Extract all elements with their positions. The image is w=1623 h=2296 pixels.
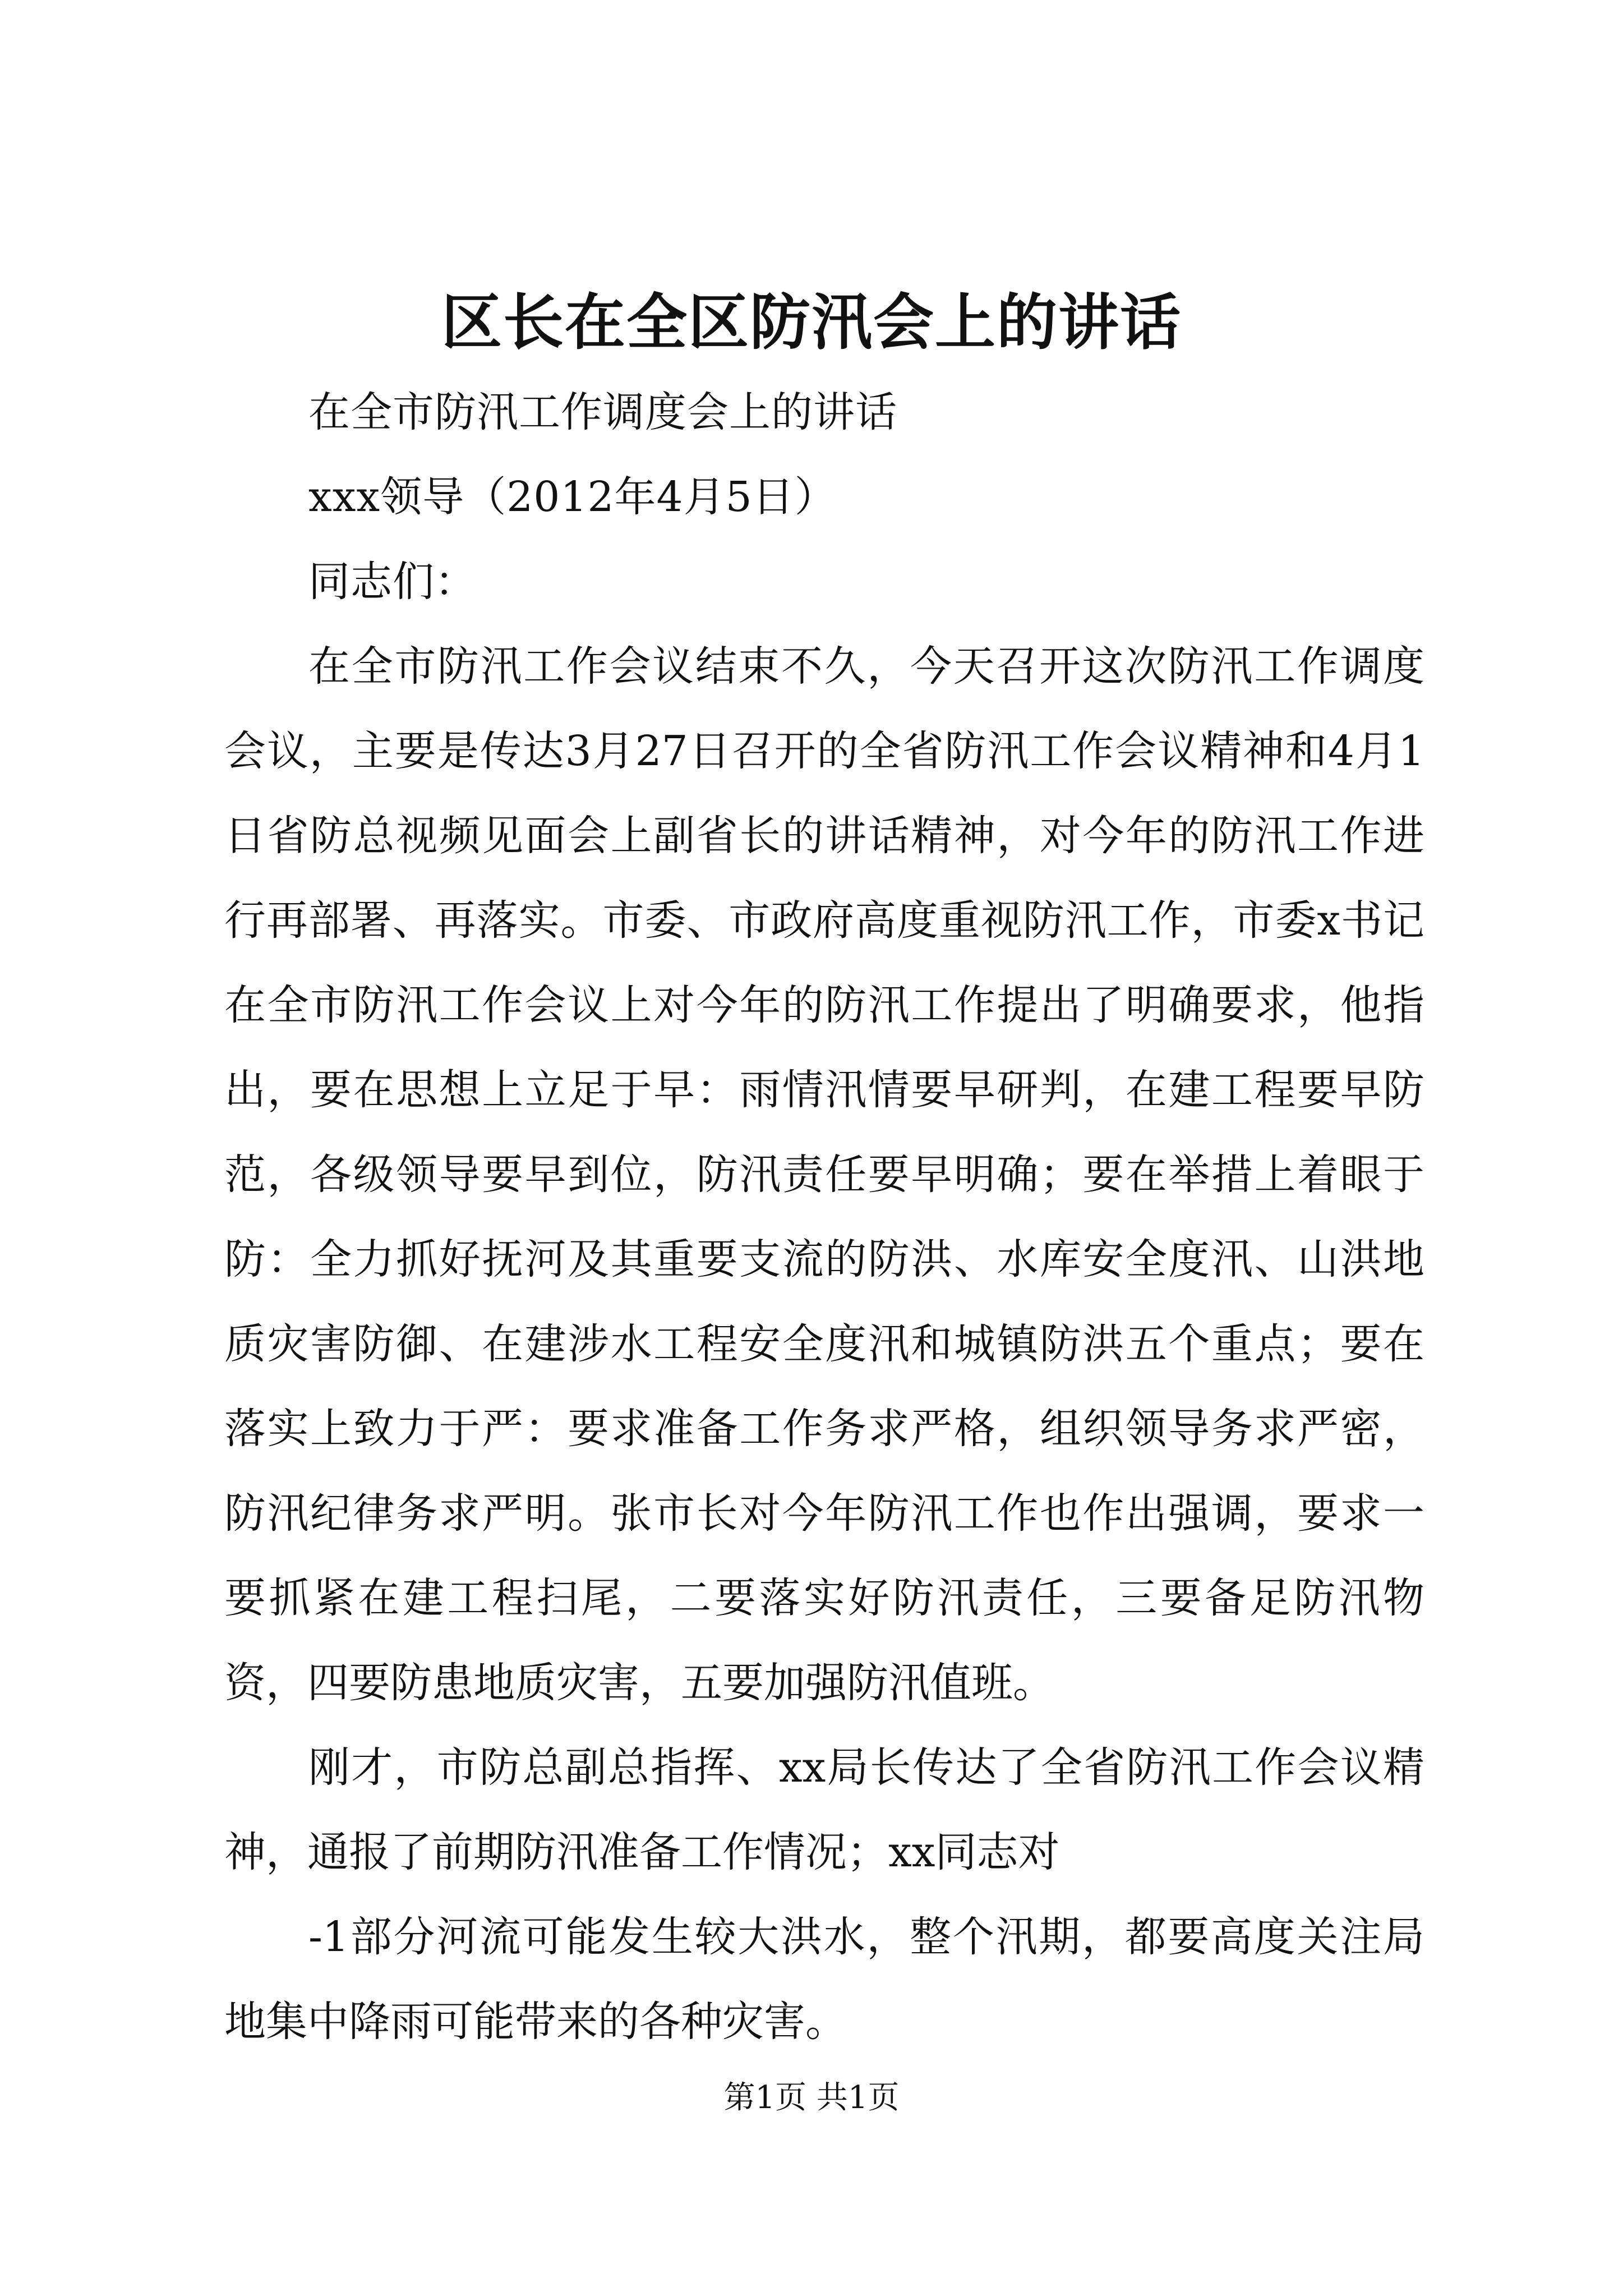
document-body xyxy=(224,370,1424,2064)
page-number: 第1页 共1页 xyxy=(723,2079,900,2116)
speaker-and-date: xxx领导（2012年4月5日） xyxy=(308,473,837,521)
salutation: 同志们： xyxy=(308,558,477,606)
speech-subtitle: 在全市防汛工作调度会上的讲话 xyxy=(308,388,897,436)
document-title: 区长在全区防汛会上的讲话 xyxy=(441,287,1182,358)
body-paragraph: 在全市防汛工作会议结束不久，今天召开这次防汛工作调度会议，主要是传达3月27日召开的全省防汛工作会议精神和4月1日省防总视频见面会上副省长的讲话精神，对今年的防汛工作进行再部署、再落实。市委、市政府高度重视防汛工作，市委x书记在全市防汛工作会议上对今年的防汛工作提出了明确要求，他指出，要在思想上立足于早：雨情汛情要早研判，在建工程要早防范，各级领导要早到位，防汛责任要早明确；要在举措上着眼于防：全力抓好抚河及其重要支流的防洪、水库安全度汛、山洪地质灾害防御、在建涉水工程安全度汛和城镇防洪五个重点；要在落实上致力于严：要求准备工作务求严格，组织领导务求严密，防汛纪律务求严明。张市长对今年防汛工作也作出强调，要求一要抓紧在建工程扫尾，二要落实好防汛责任，三要备足防汛物资，四要防患地质灾害，五要加强防汛值班。 xyxy=(224,642,1424,1707)
body-paragraph: -1部分河流可能发生较大洪水，整个汛期，都要高度关注局地集中降雨可能带来的各种灾害。 xyxy=(224,1913,1424,2046)
body-paragraph: 刚才，市防总副总指挥、xx局长传达了全省防汛工作会议精神，通报了前期防汛准备工作情况；xx同志对 xyxy=(224,1743,1424,1876)
